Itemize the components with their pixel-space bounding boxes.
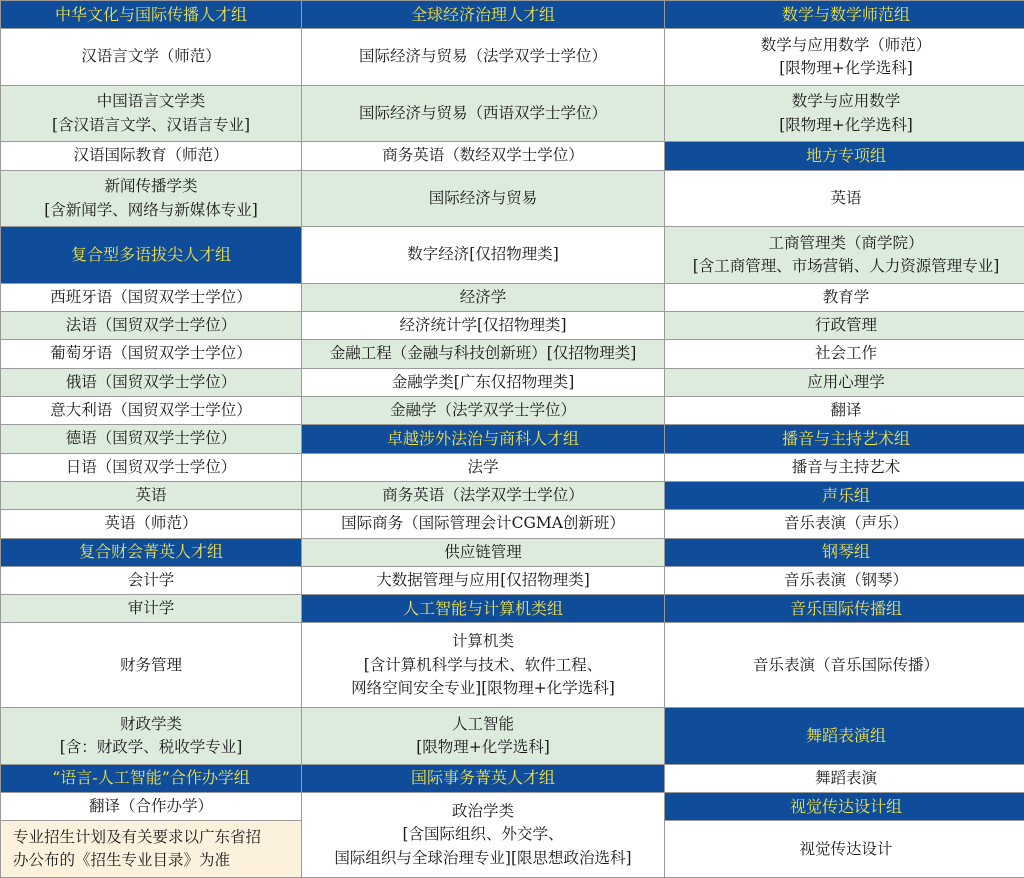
major-cell: 意大利语（国贸双学士学位）	[1, 397, 301, 424]
group-header: 复合财会菁英人才组	[1, 539, 301, 566]
major-cell: 金融工程（金融与科技创新班）[仅招物理类]	[302, 340, 664, 367]
major-cell: 人工智能 [限物理+化学选科]	[302, 708, 664, 764]
major-cell: 国际商务（国际管理会计CGMA创新班）	[302, 510, 664, 537]
major-cell: 行政管理	[665, 312, 1024, 339]
major-cell: 音乐表演（音乐国际传播）	[665, 623, 1024, 707]
major-cell: 播音与主持艺术	[665, 454, 1024, 481]
group-header: 声乐组	[665, 482, 1024, 509]
major-cell: 政治学类 [含国际组织、外交学、 国际组织与全球治理专业][限思想政治选科]	[302, 793, 664, 877]
group-header: 数学与数学师范组	[665, 1, 1024, 28]
group-header: 钢琴组	[665, 539, 1024, 566]
major-cell: 社会工作	[665, 340, 1024, 367]
major-cell: 音乐表演（声乐）	[665, 510, 1024, 537]
major-cell: 汉语国际教育（师范）	[1, 142, 301, 169]
major-cell: 中国语言文学类 [含汉语言文学、汉语言专业]	[1, 86, 301, 142]
major-cell: 翻译	[665, 397, 1024, 424]
major-cell: 国际经济与贸易（西语双学士学位）	[302, 86, 664, 142]
major-cell: 汉语言文学（师范）	[1, 29, 301, 85]
major-cell: 数学与应用数学（师范） [限物理+化学选科]	[665, 29, 1024, 85]
major-cell: 舞蹈表演	[665, 765, 1024, 792]
major-cell: 英语（师范）	[1, 510, 301, 537]
major-cell: 教育学	[665, 284, 1024, 311]
major-cell: 数字经济[仅招物理类]	[302, 227, 664, 283]
group-header: 国际事务菁英人才组	[302, 765, 664, 792]
group-header: 人工智能与计算机类组	[302, 595, 664, 622]
major-cell: 法学	[302, 454, 664, 481]
major-cell: 数学与应用数学 [限物理+化学选科]	[665, 86, 1024, 142]
group-header: 中华文化与国际传播人才组	[1, 1, 301, 28]
group-header: 舞蹈表演组	[665, 708, 1024, 764]
major-cell: 财政学类 [含：财政学、税收学专业]	[1, 708, 301, 764]
major-cell: 国际经济与贸易（法学双学士学位）	[302, 29, 664, 85]
footnote-note: 专业招生计划及有关要求以广东省招 办公布的《招生专业目录》为准	[1, 821, 301, 877]
major-cell: 计算机类 [含计算机科学与技术、软件工程、 网络空间安全专业][限物理+化学选科]	[302, 623, 664, 707]
group-header: “语言-人工智能”合作办学组	[1, 765, 301, 792]
major-cell: 日语（国贸双学士学位）	[1, 454, 301, 481]
group-header: 播音与主持艺术组	[665, 425, 1024, 452]
major-cell: 法语（国贸双学士学位）	[1, 312, 301, 339]
major-cell: 西班牙语（国贸双学士学位）	[1, 284, 301, 311]
major-cell: 供应链管理	[302, 539, 664, 566]
major-cell: 金融学类[广东仅招物理类]	[302, 369, 664, 396]
major-cell: 经济统计学[仅招物理类]	[302, 312, 664, 339]
major-cell: 商务英语（数经双学士学位）	[302, 142, 664, 169]
major-cell: 音乐表演（钢琴）	[665, 567, 1024, 594]
major-cell: 国际经济与贸易	[302, 171, 664, 227]
major-cell: 翻译（合作办学）	[1, 793, 301, 820]
major-cell: 大数据管理与应用[仅招物理类]	[302, 567, 664, 594]
group-header: 地方专项组	[665, 142, 1024, 169]
major-cell: 德语（国贸双学士学位）	[1, 425, 301, 452]
major-cell: 英语	[1, 482, 301, 509]
group-header: 复合型多语拔尖人才组	[1, 227, 301, 283]
major-cell: 商务英语（法学双学士学位）	[302, 482, 664, 509]
group-header: 卓越涉外法治与商科人才组	[302, 425, 664, 452]
major-cell: 工商管理类（商学院） [含工商管理、市场营销、人力资源管理专业]	[665, 227, 1024, 283]
major-cell: 视觉传达设计	[665, 821, 1024, 877]
group-header: 视觉传达设计组	[665, 793, 1024, 820]
major-cell: 财务管理	[1, 623, 301, 707]
major-cell: 经济学	[302, 284, 664, 311]
major-cell: 英语	[665, 171, 1024, 227]
group-header: 音乐国际传播组	[665, 595, 1024, 622]
major-cell: 葡萄牙语（国贸双学士学位）	[1, 340, 301, 367]
major-cell: 俄语（国贸双学士学位）	[1, 369, 301, 396]
major-cell: 新闻传播学类 [含新闻学、网络与新媒体专业]	[1, 171, 301, 227]
major-cell: 金融学（法学双学士学位）	[302, 397, 664, 424]
major-cell: 审计学	[1, 595, 301, 622]
major-cell: 应用心理学	[665, 369, 1024, 396]
major-cell: 会计学	[1, 567, 301, 594]
group-header: 全球经济治理人才组	[302, 1, 664, 28]
